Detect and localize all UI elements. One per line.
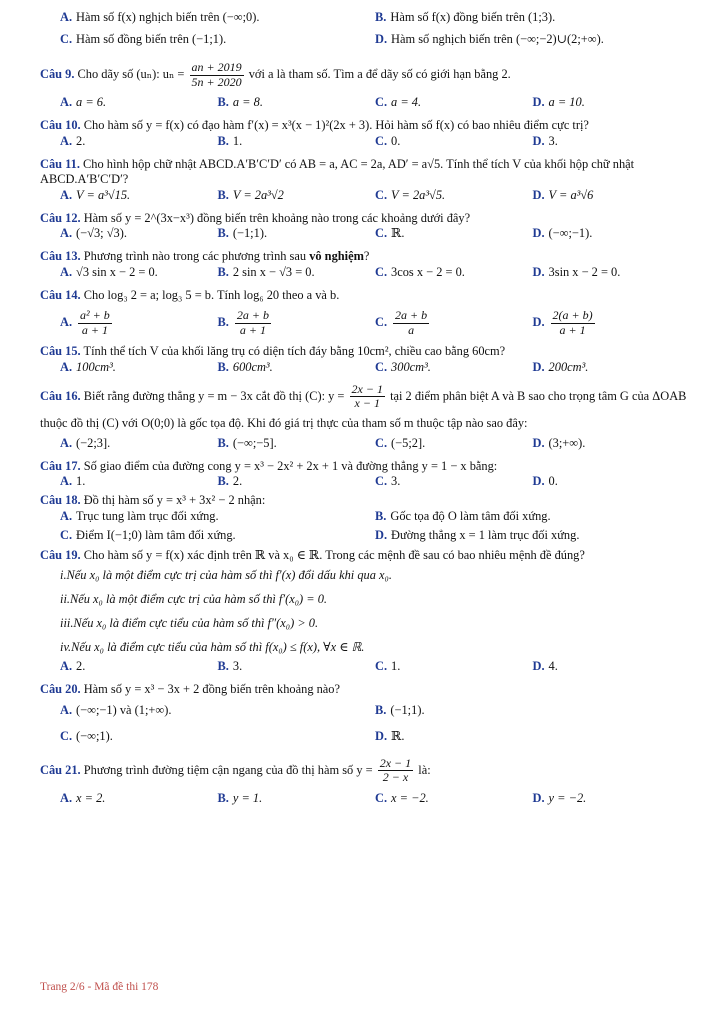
question-20: [40, 682, 690, 750]
question-label: Câu 9.: [40, 66, 75, 81]
fraction-denominator: a + 1: [81, 322, 108, 337]
option-label: D.: [532, 226, 545, 240]
fraction-denominator: 5n + 2020: [191, 74, 242, 89]
question-text: là:: [418, 762, 431, 777]
q8-option-a: Hàm số f(x) nghịch biến trên (−∞;0).: [76, 10, 260, 24]
question-text: Tính thể tích V của khối lăng trụ có diện tích đáy bằng 10cm², chiều cao bằng 60cm?: [83, 344, 506, 358]
option-label: D.: [375, 527, 388, 542]
option-label: D.: [532, 435, 545, 450]
option-label: D.: [532, 359, 545, 374]
q15-option-b: 600cm³.: [232, 359, 273, 374]
option-label: B.: [217, 264, 229, 279]
question-21: [40, 751, 690, 813]
q11-option-b: V = 2a³√2: [232, 187, 284, 202]
q13-option-a: √3 sin x − 2 = 0.: [76, 264, 158, 279]
option-label: D.: [532, 314, 545, 329]
option-label: B.: [217, 187, 229, 202]
statement-i: i.Nếu x₀ là một điểm cực trị của hàm số thì f′(x) đổi dấu khi qua x₀.: [60, 567, 392, 582]
q11-option-d: V = a³√6: [548, 187, 594, 202]
q8-option-d: Hàm số nghịch biến trên (−∞;−2)∪(2;+∞).: [391, 32, 604, 46]
q11-option-a: V = a³√15.: [76, 187, 131, 202]
option-label: C.: [60, 729, 73, 744]
fraction-denominator: a + 1: [559, 322, 586, 337]
q21-option-c: x = −2.: [391, 790, 429, 805]
q16-option-d: (3;+∞).: [548, 435, 586, 450]
question-label: Câu 21.: [40, 762, 81, 777]
option-label: D.: [532, 133, 545, 148]
question-19: [40, 548, 690, 682]
question-8-options: [40, 10, 690, 54]
q21-option-a: x = 2.: [76, 790, 106, 805]
q11-option-c: V = 2a³√5.: [391, 187, 446, 202]
q14-option-b: [235, 309, 271, 338]
question-15: [40, 344, 690, 382]
option-label: D.: [532, 659, 545, 674]
option-label: C.: [375, 95, 388, 109]
option-label: B.: [375, 508, 387, 523]
question-text: tại 2 điểm phân biệt A và B sao cho trọng tâm G của ΔOAB thuộc đồ thị (C) với O(0;0) là gốc tọa độ. Khi đó giá trị thực của tham số m thuộc tập nào sao đây:: [40, 388, 687, 431]
question-label: Câu 18.: [40, 493, 81, 508]
fraction: [190, 61, 244, 90]
option-label: B.: [217, 133, 229, 148]
q20-option-a: (−∞;−1) và (1;+∞).: [76, 703, 172, 718]
question-14: [40, 288, 690, 344]
q12-option-c: ℝ.: [391, 226, 405, 240]
q15-option-c: 300cm³.: [391, 359, 431, 374]
q10-option-c: 0.: [391, 133, 401, 148]
q9-option-b: a = 8.: [232, 95, 263, 109]
q18-option-c: Điểm I(−1;0) làm tâm đối xứng.: [76, 527, 236, 542]
option-label: B.: [217, 95, 229, 109]
option-label: A.: [60, 133, 73, 148]
question-17: [40, 459, 690, 493]
q13-option-b: 2 sin x − √3 = 0.: [232, 264, 315, 279]
q8-option-c: Hàm số đồng biến trên (−1;1).: [76, 32, 227, 46]
q15-option-d: 200cm³.: [548, 359, 589, 374]
q16-option-a: (−2;3].: [76, 435, 111, 450]
statement-iv: iv.Nếu x₀ là điểm cực tiểu của hàm số thì f(x₀) ≤ f(x), ∀x ∈ ℝ.: [60, 639, 365, 654]
fraction: [378, 757, 413, 786]
fraction-numerator: 2a + b: [395, 307, 428, 322]
question-18: [40, 493, 690, 547]
option-label: D.: [532, 187, 545, 202]
fraction-numerator: 2(a + b): [552, 307, 593, 322]
option-label: A.: [60, 95, 73, 109]
option-label: C.: [375, 359, 388, 374]
question-13: [40, 249, 690, 287]
question-text: Hàm số y = x³ − 3x + 2 đồng biến trên khoảng nào?: [83, 682, 341, 697]
question-10: [40, 118, 690, 156]
option-label: A.: [60, 10, 73, 24]
q14-option-d: [551, 309, 595, 338]
q12-option-b: (−1;1).: [232, 226, 268, 240]
question-label: Câu 14.: [40, 287, 81, 302]
option-label: D.: [532, 264, 545, 279]
q19-option-c: 1.: [391, 659, 401, 674]
question-label: Câu 19.: [40, 547, 81, 562]
q9-option-a: a = 6.: [76, 95, 107, 109]
option-label: B.: [217, 474, 229, 489]
question-label: Câu 20.: [40, 682, 81, 697]
question-11: [40, 157, 690, 210]
q16-option-c: (−5;2].: [391, 435, 426, 450]
option-label: B.: [217, 359, 229, 374]
fraction-numerator: a² + b: [80, 307, 110, 322]
option-label: C.: [375, 790, 388, 805]
option-label: B.: [217, 435, 229, 450]
option-label: D.: [375, 32, 388, 46]
q8-option-b: Hàm số f(x) đồng biến trên (1;3).: [390, 10, 556, 24]
option-label: A.: [60, 659, 73, 674]
statement-iii: iii.Nếu x₀ là điểm cực tiểu của hàm số thì f″(x₀) > 0.: [60, 615, 319, 630]
question-text: Cho hàm số y = f(x) có đạo hàm f′(x) = x³(x − 1)²(2x + 3). Hỏi hàm số f(x) có bao nhiêu điểm cực trị?: [83, 118, 589, 132]
q21-option-d: y = −2.: [548, 790, 587, 805]
option-label: A.: [60, 359, 73, 374]
fraction-numerator: 2x − 1: [379, 755, 412, 770]
question-label: Câu 11.: [40, 156, 80, 171]
question-label: Câu 13.: [40, 249, 81, 263]
option-label: C.: [375, 314, 388, 329]
option-label: A.: [60, 187, 73, 202]
fraction-denominator: a + 1: [239, 322, 266, 337]
option-label: A.: [60, 264, 73, 279]
option-label: B.: [217, 226, 229, 240]
q12-option-a: (−√3; √3).: [76, 226, 127, 240]
q17-option-c: 3.: [391, 474, 401, 489]
question-text: ?: [363, 249, 370, 263]
question-emphasis: vô nghiệm: [309, 249, 364, 263]
q18-option-a: Trục tung làm trục đối xứng.: [76, 508, 219, 523]
option-label: B.: [375, 10, 387, 24]
q9-option-d: a = 10.: [548, 95, 585, 109]
q16-option-b: (−∞;−5].: [232, 435, 277, 450]
option-label: C.: [375, 264, 388, 279]
option-label: C.: [375, 474, 388, 489]
option-label: A.: [60, 474, 73, 489]
fraction-numerator: 2x − 1: [351, 381, 383, 396]
fraction: [350, 383, 385, 412]
option-label: B.: [217, 790, 229, 805]
option-label: A.: [60, 703, 73, 718]
q18-option-d: Đường thẳng x = 1 làm trục đối xứng.: [391, 527, 580, 542]
option-label: C.: [375, 659, 388, 674]
q9-option-c: a = 4.: [391, 95, 422, 109]
statement-ii: ii.Nếu x₀ là một điểm cực trị của hàm số thì f′(x₀) = 0.: [60, 591, 327, 606]
q14-option-c: [393, 309, 429, 338]
q19-option-d: 4.: [548, 659, 558, 674]
fraction-denominator: a: [408, 322, 415, 337]
question-text: Hàm số y = 2^(3x−x³) đồng biến trên khoảng nào trong các khoảng dưới đây?: [83, 210, 471, 225]
q17-option-a: 1.: [76, 474, 86, 489]
q18-option-b: Gốc tọa độ O làm tâm đối xứng.: [390, 508, 551, 523]
q20-option-c: (−∞;1).: [76, 729, 113, 744]
option-label: C.: [375, 187, 388, 202]
q14-option-a: [78, 309, 112, 338]
option-label: A.: [60, 508, 73, 523]
q10-option-b: 1.: [232, 133, 243, 148]
option-label: B.: [217, 659, 229, 674]
question-text: Cho log₃ 2 = a; log₃ 5 = b. Tính log₆ 20 theo a và b.: [83, 287, 340, 302]
option-label: C.: [375, 435, 388, 450]
question-label: Câu 15.: [40, 344, 81, 358]
option-label: D.: [375, 729, 388, 744]
question-text: Phương trình đường tiệm cận ngang của đồ thị hàm số y =: [83, 762, 373, 777]
question-text: với a là tham số. Tìm a để dãy số có giới hạn bằng 2.: [248, 66, 511, 81]
q19-option-b: 3.: [232, 659, 243, 674]
option-label: C.: [60, 32, 73, 46]
q10-option-d: 3.: [548, 133, 558, 148]
q12-option-d: (−∞;−1).: [548, 226, 593, 240]
question-text: Biết rằng đường thẳng y = m − 3x cắt đồ thị (C): y =: [83, 388, 345, 403]
question-text: Cho dãy số (uₙ): uₙ =: [77, 66, 185, 81]
page-footer: Trang 2/6 - Mã đề thi 178: [40, 981, 159, 993]
question-label: Câu 16.: [40, 388, 81, 403]
question-text: Cho hàm số y = f(x) xác định trên ℝ và x₀ ∈ ℝ. Trong các mệnh đề sau có bao nhiêu mệnh đề đúng?: [83, 547, 585, 562]
option-label: A.: [60, 790, 73, 805]
option-label: B.: [217, 314, 229, 329]
option-label: D.: [532, 95, 545, 109]
question-label: Câu 12.: [40, 210, 81, 225]
option-label: A.: [60, 435, 73, 450]
question-text: Số giao điểm của đường cong y = x³ − 2x² + 2x + 1 và đường thẳng y = 1 − x bằng:: [83, 458, 498, 473]
option-label: D.: [532, 474, 545, 489]
question-text: Cho hình hộp chữ nhật ABCD.A′B′C′D′ có AB = a, AC = 2a, AD′ = a√5. Tính thể tích V của khối hộp chữ nhật ABCD.A′B′C′D′?: [40, 156, 635, 186]
option-label: C.: [375, 133, 388, 148]
q15-option-a: 100cm³.: [76, 359, 116, 374]
fraction-numerator: an + 2019: [191, 59, 242, 74]
q13-option-d: 3sin x − 2 = 0.: [548, 264, 621, 279]
q13-option-c: 3cos x − 2 = 0.: [391, 264, 465, 279]
q17-option-b: 2.: [232, 474, 243, 489]
option-label: C.: [60, 527, 73, 542]
question-12: [40, 211, 690, 249]
option-label: A.: [60, 314, 73, 329]
option-label: C.: [375, 226, 388, 240]
q20-option-b: (−1;1).: [390, 703, 425, 718]
exam-page: [40, 10, 690, 814]
option-label: A.: [60, 226, 73, 240]
q21-option-b: y = 1.: [232, 790, 263, 805]
q10-option-a: 2.: [76, 133, 86, 148]
fraction-numerator: 2a + b: [236, 307, 269, 322]
q17-option-d: 0.: [548, 474, 558, 489]
fraction-denominator: x − 1: [354, 396, 380, 411]
question-9: [40, 55, 690, 117]
option-label: B.: [375, 703, 387, 718]
question-text: Phương trình nào trong các phương trình sau: [83, 249, 307, 263]
option-label: D.: [532, 790, 545, 805]
question-text: Đồ thị hàm số y = x³ + 3x² − 2 nhận:: [83, 493, 266, 508]
question-label: Câu 17.: [40, 458, 81, 473]
q20-option-d: ℝ.: [391, 729, 405, 744]
q19-option-a: 2.: [76, 659, 86, 674]
fraction-denominator: 2 − x: [382, 770, 409, 785]
question-16: [40, 383, 690, 458]
question-label: Câu 10.: [40, 118, 81, 132]
